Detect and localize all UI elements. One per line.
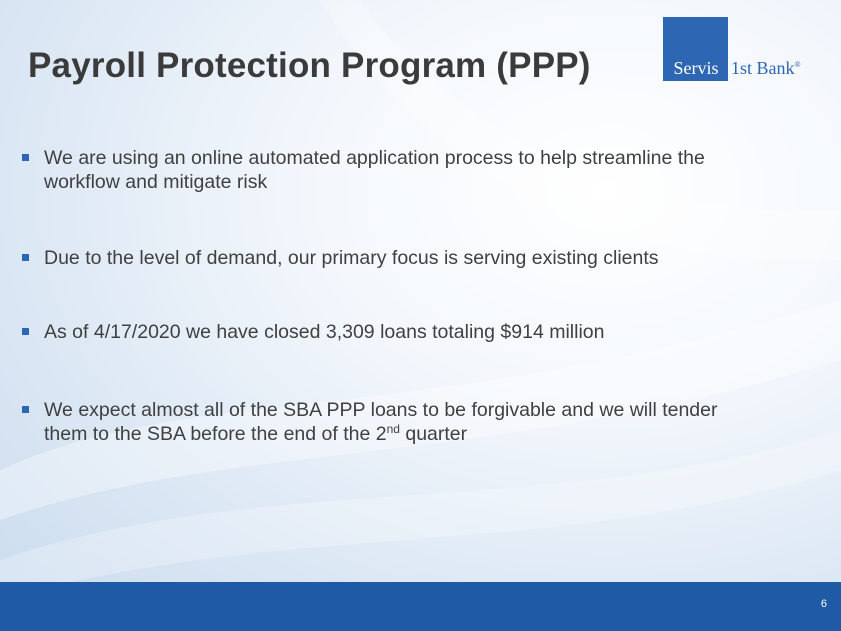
page-number: 6 <box>820 598 827 610</box>
bullet-square-icon <box>22 154 29 161</box>
bullet-square-icon <box>22 328 29 335</box>
bullet-square-icon <box>22 254 29 261</box>
logo-servis-text: Servis <box>673 58 719 78</box>
ordinal-suffix: nd <box>386 422 400 436</box>
logo-bank-text: 1st Bank® <box>731 58 801 78</box>
bullet-square-icon <box>22 406 29 413</box>
bullet-text: As of 4/17/2020 we have closed 3,309 loans totaling $914 million <box>44 321 605 343</box>
bullet-item <box>22 146 742 194</box>
footer-bar <box>0 582 841 631</box>
registered-mark: ® <box>794 60 801 69</box>
bullet-item <box>22 320 742 344</box>
bullet-item <box>22 246 742 270</box>
bullet-item <box>22 398 742 446</box>
bullet-text: We expect almost all of the SBA PPP loans to be forgivable and we will tender them to the SBA before the end of the 2nd quarter <box>44 399 718 445</box>
servisfirst-bank-logo <box>663 17 831 81</box>
bullet-text: Due to the level of demand, our primary focus is serving existing clients <box>44 247 659 269</box>
slide-title: Payroll Protection Program (PPP) <box>28 46 591 85</box>
bullet-text: We are using an online automated application process to help streamline the workflow and mitigate risk <box>44 147 705 193</box>
